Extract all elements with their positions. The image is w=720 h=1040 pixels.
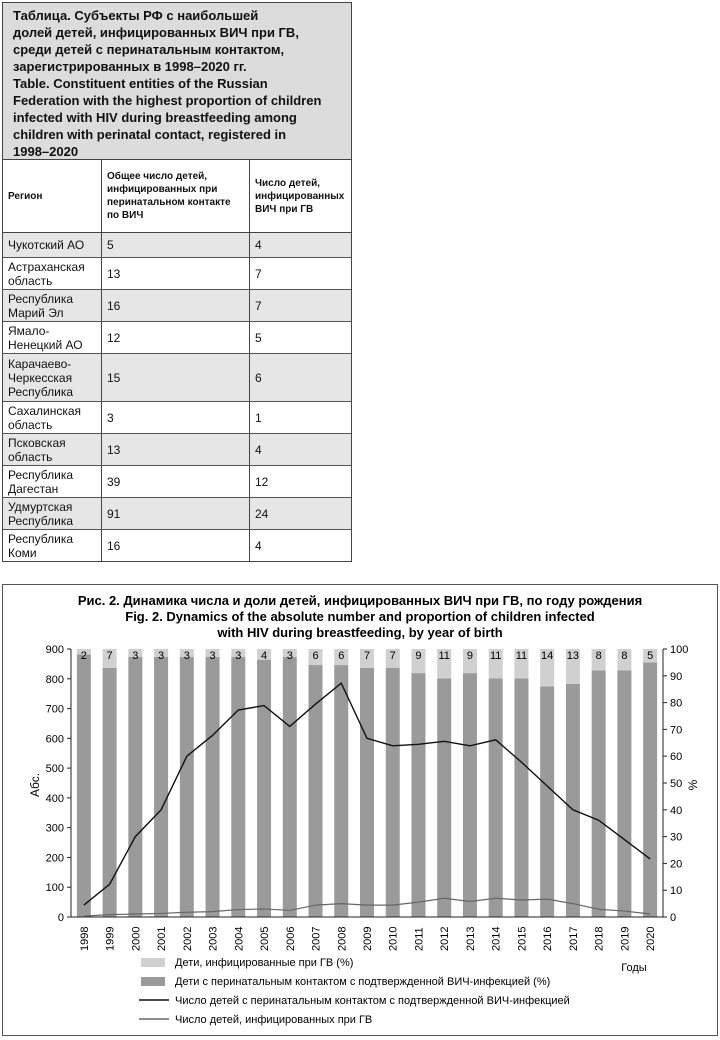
x-axis-label: Годы xyxy=(621,962,647,974)
bar-confirmed-pct xyxy=(309,665,323,917)
x-tick-label: 2001 xyxy=(156,926,169,951)
table-title-line: children with perinatal contact, registered in xyxy=(13,127,287,142)
bar-confirmed-pct xyxy=(103,668,117,917)
bar-data-label: 3 xyxy=(158,650,165,662)
table-title-line: infected with HIV during breastfeeding among xyxy=(13,110,297,125)
legend-label: Число детей с перинатальным контактом с подтвержденной ВИЧ-инфекцией xyxy=(175,995,570,1007)
table-title-line: Таблица. Субъекты РФ с наибольшей xyxy=(13,8,259,23)
bar-confirmed-pct xyxy=(180,657,194,917)
bar-confirmed-pct xyxy=(540,687,554,917)
bar-data-label: 9 xyxy=(415,650,422,662)
y-right-tick-label: 100 xyxy=(670,644,689,656)
bar-data-label: 9 xyxy=(466,650,474,662)
bar-confirmed-pct xyxy=(514,678,528,917)
y-axis-right-label: % xyxy=(686,779,700,791)
chart-title-line: Рис. 2. Динамика числа и доли детей, инфицированных ВИЧ при ГВ, по году рождения xyxy=(77,593,643,608)
y-axis-left-label: Абс. xyxy=(28,772,42,798)
cell-total: 15 xyxy=(101,354,249,401)
bar-data-label: 7 xyxy=(389,650,396,662)
bar-confirmed-pct xyxy=(386,668,400,917)
y-right-tick-label: 80 xyxy=(670,697,683,710)
legend-swatch xyxy=(141,977,165,986)
y-right-tick-label: 0 xyxy=(670,912,677,924)
cell-total: 16 xyxy=(101,290,249,321)
table-title-line: долей детей, инфицированных ВИЧ при ГВ, xyxy=(13,25,299,40)
table-row xyxy=(3,354,351,402)
cell-bf: 6 xyxy=(249,354,351,401)
table-title xyxy=(3,3,351,160)
plot-area xyxy=(46,644,689,951)
header-region: Регион xyxy=(8,190,43,202)
y-right-tick-label: 40 xyxy=(670,804,683,817)
table-header-row xyxy=(3,160,351,233)
bar-data-label: 5 xyxy=(647,650,654,662)
x-tick-label: 2012 xyxy=(439,926,452,951)
cell-region: Сахалинская область xyxy=(8,403,82,432)
table-row xyxy=(3,498,351,530)
cell-total: 12 xyxy=(101,322,249,353)
bar-confirmed-pct xyxy=(489,678,503,917)
x-tick-label: 2009 xyxy=(362,926,374,951)
x-tick-label: 2010 xyxy=(387,926,400,951)
cell-region: Карачаево-Черкесская Республика xyxy=(8,356,74,399)
x-tick-label: 2015 xyxy=(516,926,529,951)
y-left-tick-label: 700 xyxy=(45,703,64,716)
cell-region: Республика Марий Эл xyxy=(8,291,74,320)
x-tick-label: 2006 xyxy=(284,926,297,951)
legend-label: Дети с перинатальным контактом с подтвержденной ВИЧ-инфекцией (%) xyxy=(175,976,551,988)
y-right-tick-label: 30 xyxy=(670,831,683,844)
x-tick-label: 2003 xyxy=(207,926,220,951)
cell-bf: 4 xyxy=(249,233,351,257)
table-title-line: среди детей с перинатальным контактом, xyxy=(13,42,285,57)
cell-total: 13 xyxy=(101,434,249,465)
bar-confirmed-pct xyxy=(154,657,168,917)
bar-confirmed-pct xyxy=(206,657,220,917)
cell-total: 39 xyxy=(101,466,249,497)
bar-confirmed-pct xyxy=(411,673,425,917)
x-tick-label: 2008 xyxy=(336,926,349,951)
x-tick-label: 2018 xyxy=(593,926,606,951)
cell-total: 91 xyxy=(101,498,249,529)
y-right-tick-label: 70 xyxy=(670,724,683,737)
bar-confirmed-pct xyxy=(231,657,245,917)
bar-data-label: 11 xyxy=(438,650,450,662)
bar-data-label: 2 xyxy=(80,650,87,662)
table-row xyxy=(3,258,351,290)
y-left-tick-label: 600 xyxy=(45,733,64,746)
table-row xyxy=(3,530,351,561)
y-left-tick-label: 0 xyxy=(57,912,64,924)
bar-data-label: 4 xyxy=(260,650,268,662)
bar-data-label: 8 xyxy=(621,650,628,662)
bar-data-label: 7 xyxy=(106,650,113,662)
cell-region: Ямало-Ненецкий АО xyxy=(8,323,83,352)
bar-confirmed-pct xyxy=(566,684,580,917)
y-left-tick-label: 400 xyxy=(45,792,64,805)
y-right-tick-label: 10 xyxy=(670,885,683,898)
figure-panel xyxy=(2,584,718,1036)
cell-total: 3 xyxy=(101,402,249,433)
table-row xyxy=(3,322,351,354)
y-right-tick-label: 90 xyxy=(670,670,683,683)
y-right-tick-label: 50 xyxy=(670,778,683,790)
table-row xyxy=(3,434,351,466)
legend xyxy=(139,957,570,1026)
cell-region: Астраханская область xyxy=(8,259,85,288)
bar-confirmed-pct xyxy=(643,662,657,917)
bar-data-label: 13 xyxy=(566,650,580,662)
bar-data-label: 7 xyxy=(363,650,371,662)
table-title-line: зарегистрированных в 1998–2020 гг. xyxy=(13,59,247,74)
legend-label: Дети, инфицированные при ГВ (%) xyxy=(175,957,354,969)
table-row xyxy=(3,466,351,498)
chart-title-line: with HIV during breastfeeding, by year of birth xyxy=(217,625,503,640)
cell-bf: 1 xyxy=(249,402,351,433)
header-bf: Число детей, инфицированных ВИЧ при ГВ xyxy=(249,160,351,232)
x-tick-label: 2004 xyxy=(233,926,246,951)
bar-confirmed-pct xyxy=(463,673,477,917)
cell-bf: 4 xyxy=(249,530,351,561)
x-tick-label: 2016 xyxy=(542,926,555,951)
cell-bf: 5 xyxy=(249,322,351,353)
table-row xyxy=(3,233,351,258)
y-right-tick-label: 60 xyxy=(670,751,683,764)
x-tick-label: 2005 xyxy=(259,926,272,951)
bar-data-label: 6 xyxy=(312,650,319,662)
bar-confirmed-pct xyxy=(257,660,271,917)
bar-data-label: 3 xyxy=(286,650,293,662)
legend-label: Число детей, инфицированных при ГВ xyxy=(175,1014,373,1026)
cell-total: 13 xyxy=(101,258,249,289)
y-left-tick-label: 900 xyxy=(45,644,64,656)
bar-confirmed-pct xyxy=(437,678,451,917)
cell-bf: 7 xyxy=(249,258,351,289)
table-title-line: 1998–2020 xyxy=(13,144,79,159)
x-tick-label: 2014 xyxy=(490,926,503,951)
table-body xyxy=(3,233,351,561)
bar-confirmed-pct xyxy=(283,657,297,917)
legend-swatch xyxy=(141,958,165,967)
y-right-tick-label: 20 xyxy=(670,858,683,871)
y-left-tick-label: 100 xyxy=(45,882,64,895)
y-left-tick-label: 300 xyxy=(45,822,64,835)
cell-bf: 24 xyxy=(249,498,351,529)
bar-data-label: 3 xyxy=(235,650,242,662)
cell-region: Псковская область xyxy=(8,435,66,464)
x-tick-label: 2011 xyxy=(413,927,426,951)
table-row xyxy=(3,290,351,322)
x-tick-label: 2017 xyxy=(567,926,580,951)
chart-title-line: Fig. 2. Dynamics of the absolute number and proportion of children infected xyxy=(125,609,595,624)
bar-confirmed-pct xyxy=(77,654,91,917)
bar-data-label: 11 xyxy=(515,650,528,662)
y-left-tick-label: 800 xyxy=(45,673,64,686)
x-tick-label: 2007 xyxy=(310,926,323,951)
y-left-tick-label: 200 xyxy=(45,852,64,865)
y-left-tick-label: 500 xyxy=(45,763,64,776)
x-tick-label: 2013 xyxy=(464,926,477,951)
cell-total: 5 xyxy=(101,233,249,257)
cell-region: Удмуртская Республика xyxy=(8,499,74,528)
bar-data-label: 3 xyxy=(209,650,216,662)
x-tick-label: 1998 xyxy=(78,926,91,951)
cell-region: Республика Коми xyxy=(8,531,74,560)
chart-svg xyxy=(3,585,717,1035)
bar-data-label: 14 xyxy=(541,650,554,662)
table-title-line: Federation with the highest proportion of children xyxy=(13,93,322,108)
bar-confirmed-pct xyxy=(592,670,606,917)
bar-confirmed-pct xyxy=(617,670,631,917)
cell-bf: 12 xyxy=(249,466,351,497)
bar-confirmed-pct xyxy=(334,665,348,917)
bar-data-label: 8 xyxy=(595,650,602,662)
x-tick-label: 2000 xyxy=(130,926,143,951)
bar-data-label: 11 xyxy=(489,650,502,662)
x-tick-label: 2002 xyxy=(181,926,194,951)
cell-bf: 7 xyxy=(249,290,351,321)
table-row xyxy=(3,402,351,434)
cell-total: 16 xyxy=(101,530,249,561)
header-total: Общее число детей, инфицированных при перинатальном контакте по ВИЧ xyxy=(101,160,249,232)
bar-confirmed-pct xyxy=(360,668,374,917)
x-tick-label: 2019 xyxy=(619,926,632,951)
x-tick-label: 1999 xyxy=(104,926,117,951)
data-table xyxy=(2,2,352,562)
cell-bf: 4 xyxy=(249,434,351,465)
x-tick-label: 2020 xyxy=(645,926,658,951)
bar-data-label: 3 xyxy=(183,650,190,662)
cell-region: Чукотский АО xyxy=(8,238,85,252)
bar-confirmed-pct xyxy=(128,657,142,917)
bar-data-label: 3 xyxy=(132,650,139,662)
bar-data-label: 6 xyxy=(338,650,345,662)
table-title-line: Table. Constituent entities of the Russian xyxy=(13,76,268,91)
cell-region: Республика Дагестан xyxy=(8,467,74,496)
